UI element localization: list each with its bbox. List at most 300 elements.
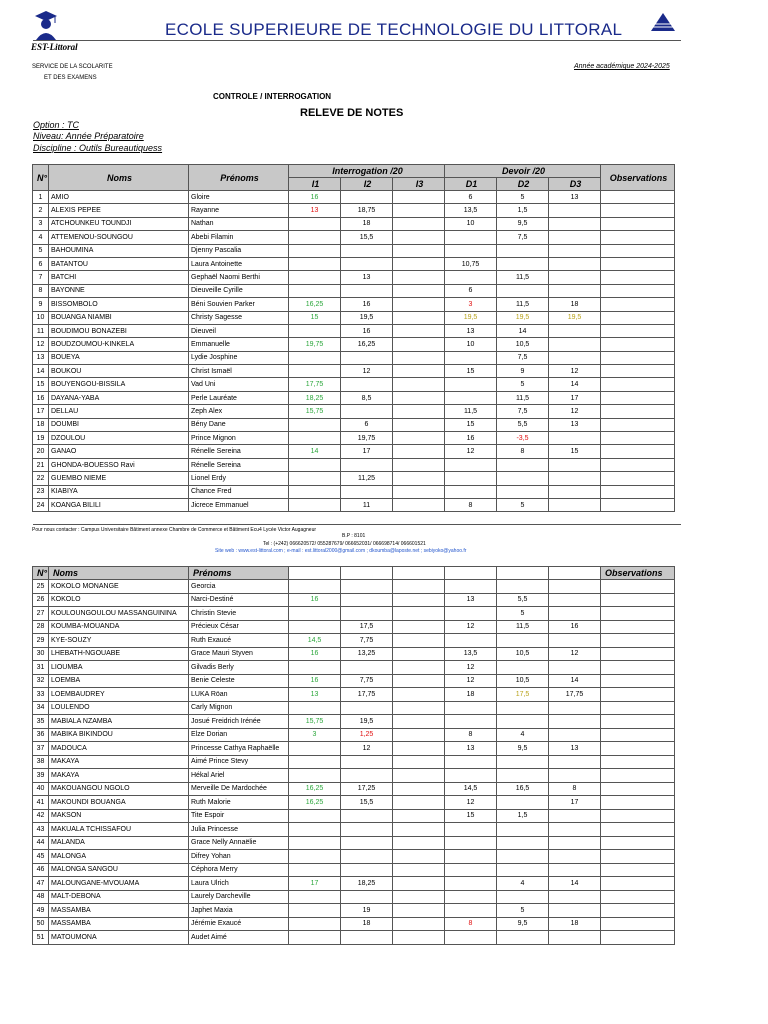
student-nom: KOANGA BILILI bbox=[49, 498, 189, 511]
grade-i2 bbox=[341, 485, 393, 498]
observation bbox=[601, 445, 675, 458]
table-row bbox=[33, 931, 675, 945]
grade-d2 bbox=[497, 715, 549, 729]
grade-d2 bbox=[497, 836, 549, 850]
grade-i3 bbox=[393, 580, 445, 594]
grade-i2 bbox=[341, 850, 393, 864]
grade-i2 bbox=[341, 836, 393, 850]
logo-text: EST-Littoral bbox=[31, 42, 78, 52]
grade-d3 bbox=[549, 284, 601, 297]
grade-d1 bbox=[445, 244, 497, 257]
grade-i2: 7,75 bbox=[341, 634, 393, 648]
grade-i3 bbox=[393, 850, 445, 864]
grade-d2: 10,5 bbox=[497, 647, 549, 661]
grade-d3 bbox=[549, 755, 601, 769]
student-prenom: Tite Espoir bbox=[189, 809, 289, 823]
grade-d2: 16,5 bbox=[497, 782, 549, 796]
grades-table-1 bbox=[32, 164, 675, 512]
grade-d2 bbox=[497, 796, 549, 810]
grade-i1 bbox=[289, 769, 341, 783]
student-prenom: Rénelle Sereina bbox=[189, 458, 289, 471]
grade-i2 bbox=[341, 607, 393, 621]
doc-title: RELEVE DE NOTES bbox=[300, 107, 404, 119]
table-row bbox=[33, 917, 675, 931]
student-prenom: Zeph Alex bbox=[189, 405, 289, 418]
grade-d2: 7,5 bbox=[497, 405, 549, 418]
student-prenom: Princesse Cathya Raphaëlle bbox=[189, 742, 289, 756]
table-row bbox=[33, 904, 675, 918]
student-prenom: Emmanuelle bbox=[189, 338, 289, 351]
grade-d2: -3,5 bbox=[497, 432, 549, 445]
observation bbox=[601, 298, 675, 311]
grade-i3 bbox=[393, 365, 445, 378]
table-row bbox=[33, 823, 675, 837]
grade-i3 bbox=[393, 418, 445, 431]
grade-d3 bbox=[549, 485, 601, 498]
grade-i2 bbox=[341, 244, 393, 257]
student-nom: LIOUMBA bbox=[49, 661, 189, 675]
observation bbox=[601, 378, 675, 391]
row-number: 12 bbox=[33, 338, 49, 351]
grade-d2: 14 bbox=[497, 324, 549, 337]
grade-d1: 8 bbox=[445, 498, 497, 511]
col-interro: Interrogation /20 bbox=[289, 165, 445, 178]
grade-i2: 18,25 bbox=[341, 877, 393, 891]
table-row bbox=[33, 890, 675, 904]
grade-d1: 3 bbox=[445, 298, 497, 311]
grade-i3 bbox=[393, 498, 445, 511]
observation bbox=[601, 647, 675, 661]
table-row bbox=[33, 782, 675, 796]
grade-i3 bbox=[393, 391, 445, 404]
grades-table-2 bbox=[32, 566, 675, 945]
grade-i2: 15,5 bbox=[341, 796, 393, 810]
observation bbox=[601, 877, 675, 891]
grade-i3 bbox=[393, 809, 445, 823]
student-prenom: Jicrece Emmanuel bbox=[189, 498, 289, 511]
observation bbox=[601, 904, 675, 918]
table-row bbox=[33, 405, 675, 418]
student-nom: KOKOLO MONANGE bbox=[49, 580, 189, 594]
col-num: N° bbox=[33, 567, 49, 580]
grade-i1 bbox=[289, 458, 341, 471]
grade-d1: 12 bbox=[445, 661, 497, 675]
student-prenom: Céphora Merry bbox=[189, 863, 289, 877]
grade-d3 bbox=[549, 850, 601, 864]
grade-i2 bbox=[341, 701, 393, 715]
student-nom: LOEMBA bbox=[49, 674, 189, 688]
grade-d1 bbox=[445, 271, 497, 284]
grade-d3 bbox=[549, 715, 601, 729]
observation bbox=[601, 742, 675, 756]
grade-d2 bbox=[497, 257, 549, 270]
row-number: 44 bbox=[33, 836, 49, 850]
grade-d2: 11,5 bbox=[497, 298, 549, 311]
student-prenom: Benie Celeste bbox=[189, 674, 289, 688]
student-nom: DZOULOU bbox=[49, 432, 189, 445]
row-number: 3 bbox=[33, 217, 49, 230]
student-nom: MABIALA NZAMBA bbox=[49, 715, 189, 729]
student-prenom: Lionel Erdy bbox=[189, 472, 289, 485]
grade-i3 bbox=[393, 405, 445, 418]
grade-d1: 11,5 bbox=[445, 405, 497, 418]
grade-i3 bbox=[393, 338, 445, 351]
grade-d3 bbox=[549, 231, 601, 244]
student-prenom: Chance Fred bbox=[189, 485, 289, 498]
grade-d3 bbox=[549, 338, 601, 351]
observation bbox=[601, 755, 675, 769]
grade-d2: 9,5 bbox=[497, 742, 549, 756]
student-prenom: Carly Mignon bbox=[189, 701, 289, 715]
grade-i1: 15,75 bbox=[289, 405, 341, 418]
grade-d1 bbox=[445, 755, 497, 769]
grade-d3 bbox=[549, 823, 601, 837]
student-prenom: Aimé Prince Stevy bbox=[189, 755, 289, 769]
grade-d1 bbox=[445, 863, 497, 877]
row-number: 35 bbox=[33, 715, 49, 729]
grade-i2 bbox=[341, 661, 393, 675]
grade-d3 bbox=[549, 701, 601, 715]
grade-d1 bbox=[445, 904, 497, 918]
grade-d3 bbox=[549, 634, 601, 648]
grade-i1: 16,25 bbox=[289, 782, 341, 796]
grade-d2: 10,5 bbox=[497, 674, 549, 688]
grade-i2: 12 bbox=[341, 365, 393, 378]
footer-bp: B.P : 8101 bbox=[342, 533, 366, 539]
table-row bbox=[33, 809, 675, 823]
table-row bbox=[33, 458, 675, 471]
footer-rule bbox=[33, 524, 681, 525]
grade-d2: 17,5 bbox=[497, 688, 549, 702]
student-prenom: Ruth Malorie bbox=[189, 796, 289, 810]
grade-i3 bbox=[393, 742, 445, 756]
grade-d2 bbox=[497, 485, 549, 498]
grade-d1: 10,75 bbox=[445, 257, 497, 270]
grade-i1 bbox=[289, 418, 341, 431]
grade-i2 bbox=[341, 863, 393, 877]
grade-d1: 6 bbox=[445, 191, 497, 204]
grade-i2: 18 bbox=[341, 217, 393, 230]
table-row bbox=[33, 338, 675, 351]
student-nom: ATCHOUNKEU TOUNDJI bbox=[49, 217, 189, 230]
grade-i3 bbox=[393, 796, 445, 810]
grade-d1: 10 bbox=[445, 217, 497, 230]
grade-d3 bbox=[549, 728, 601, 742]
student-nom: MALONGA SANGOU bbox=[49, 863, 189, 877]
row-number: 51 bbox=[33, 931, 49, 945]
grade-d1: 8 bbox=[445, 917, 497, 931]
grade-i1: 16 bbox=[289, 647, 341, 661]
grade-i1 bbox=[289, 324, 341, 337]
grade-d3 bbox=[549, 458, 601, 471]
grade-d1 bbox=[445, 351, 497, 364]
grade-i3 bbox=[393, 217, 445, 230]
student-nom: MAKSON bbox=[49, 809, 189, 823]
grade-d2: 11,5 bbox=[497, 620, 549, 634]
student-prenom: Jérémie Exaucé bbox=[189, 917, 289, 931]
table-row bbox=[33, 755, 675, 769]
table-row bbox=[33, 257, 675, 270]
student-prenom: LUKA Röan bbox=[189, 688, 289, 702]
student-prenom: Gilvadis Berly bbox=[189, 661, 289, 675]
student-nom: MABIKA BIKINDOU bbox=[49, 728, 189, 742]
grade-i2: 11 bbox=[341, 498, 393, 511]
grade-d3 bbox=[549, 217, 601, 230]
grade-i3 bbox=[393, 904, 445, 918]
grade-i3 bbox=[393, 244, 445, 257]
student-nom: MAKUALA TCHISSAFOU bbox=[49, 823, 189, 837]
row-number: 37 bbox=[33, 742, 49, 756]
grade-d3 bbox=[549, 904, 601, 918]
table-row bbox=[33, 298, 675, 311]
student-prenom: Rayanne bbox=[189, 204, 289, 217]
student-prenom: Elze Dorian bbox=[189, 728, 289, 742]
observation bbox=[601, 351, 675, 364]
grade-i1 bbox=[289, 365, 341, 378]
col-i1: I1 bbox=[289, 178, 341, 191]
grade-d2: 1,5 bbox=[497, 809, 549, 823]
student-nom: KOKOLO bbox=[49, 593, 189, 607]
grade-i3 bbox=[393, 769, 445, 783]
student-nom: MASSAMBA bbox=[49, 904, 189, 918]
triangle-logo-icon bbox=[650, 12, 676, 32]
student-nom: ATTEMENOU-SOUNGOU bbox=[49, 231, 189, 244]
grade-i3 bbox=[393, 674, 445, 688]
grade-d1: 6 bbox=[445, 284, 497, 297]
grade-d3 bbox=[549, 472, 601, 485]
niveau-label: Niveau: Année Préparatoire bbox=[33, 131, 144, 141]
observation bbox=[601, 311, 675, 324]
student-nom: BISSOMBOLO bbox=[49, 298, 189, 311]
footer-contact: Pour nous contacter : Campus Universitaire Bâtiment annexe Chambre de Commerce et Bâtiment Ecu4 Lycée Victor Augagneur bbox=[32, 527, 317, 533]
student-prenom: Josué Freidrich Irénée bbox=[189, 715, 289, 729]
student-prenom: Abebi Filamin bbox=[189, 231, 289, 244]
col-i3: I3 bbox=[393, 178, 445, 191]
grade-d1: 15 bbox=[445, 365, 497, 378]
observation bbox=[601, 580, 675, 594]
row-number: 17 bbox=[33, 405, 49, 418]
observation bbox=[601, 796, 675, 810]
table-row bbox=[33, 324, 675, 337]
student-prenom: Georcia bbox=[189, 580, 289, 594]
doc-type: CONTROLE / INTERROGATION bbox=[213, 92, 332, 101]
student-nom: MATOUMONA bbox=[49, 931, 189, 945]
col-d2: D2 bbox=[497, 178, 549, 191]
grade-d2 bbox=[497, 890, 549, 904]
student-nom: DELLAU bbox=[49, 405, 189, 418]
grade-d2: 4 bbox=[497, 877, 549, 891]
grade-i2 bbox=[341, 378, 393, 391]
grade-d1: 14,5 bbox=[445, 782, 497, 796]
student-nom: BOUYENGOU-BISSILA bbox=[49, 378, 189, 391]
service-line1: SERVICE DE LA SCOLARITE bbox=[32, 64, 113, 70]
table-row bbox=[33, 391, 675, 404]
observation bbox=[601, 661, 675, 675]
row-number: 32 bbox=[33, 674, 49, 688]
grade-d2: 5 bbox=[497, 904, 549, 918]
grade-i1 bbox=[289, 284, 341, 297]
observation bbox=[601, 823, 675, 837]
grade-i3 bbox=[393, 701, 445, 715]
student-nom: MADOUCA bbox=[49, 742, 189, 756]
grade-d2: 7,5 bbox=[497, 231, 549, 244]
grade-i3 bbox=[393, 311, 445, 324]
table-row bbox=[33, 701, 675, 715]
table-row bbox=[33, 863, 675, 877]
table-row bbox=[33, 365, 675, 378]
grade-d1 bbox=[445, 580, 497, 594]
grade-d1: 13,5 bbox=[445, 647, 497, 661]
grade-i2: 19,75 bbox=[341, 432, 393, 445]
school-title: ECOLE SUPERIEURE DE TECHNOLOGIE DU LITTORAL bbox=[165, 20, 623, 39]
grade-i1 bbox=[289, 432, 341, 445]
grade-d2: 5 bbox=[497, 191, 549, 204]
grade-i2 bbox=[341, 284, 393, 297]
row-number: 2 bbox=[33, 204, 49, 217]
grade-i2: 11,25 bbox=[341, 472, 393, 485]
grade-i3 bbox=[393, 782, 445, 796]
grade-i1: 16 bbox=[289, 674, 341, 688]
grade-d2 bbox=[497, 931, 549, 945]
row-number: 34 bbox=[33, 701, 49, 715]
grade-d2: 9,5 bbox=[497, 217, 549, 230]
grade-d1: 12 bbox=[445, 620, 497, 634]
student-prenom: Bény Dane bbox=[189, 418, 289, 431]
grade-i2 bbox=[341, 458, 393, 471]
grade-i3 bbox=[393, 647, 445, 661]
row-number: 26 bbox=[33, 593, 49, 607]
student-prenom: Audet Aimé bbox=[189, 931, 289, 945]
grade-d3: 17 bbox=[549, 796, 601, 810]
grade-d1 bbox=[445, 769, 497, 783]
col-d1: D1 bbox=[445, 178, 497, 191]
student-prenom: Gloire bbox=[189, 191, 289, 204]
grade-d1: 15 bbox=[445, 418, 497, 431]
grade-i1 bbox=[289, 244, 341, 257]
observation bbox=[601, 217, 675, 230]
grade-i3 bbox=[393, 607, 445, 621]
grade-i3 bbox=[393, 661, 445, 675]
student-nom: DAYANA-YABA bbox=[49, 391, 189, 404]
student-nom: MALONGA bbox=[49, 850, 189, 864]
observation bbox=[601, 593, 675, 607]
observation bbox=[601, 931, 675, 945]
observation bbox=[601, 405, 675, 418]
observation bbox=[601, 472, 675, 485]
grade-i1: 13 bbox=[289, 204, 341, 217]
row-number: 8 bbox=[33, 284, 49, 297]
student-prenom: Lydie Josphine bbox=[189, 351, 289, 364]
row-number: 19 bbox=[33, 432, 49, 445]
student-nom: KOULOUNGOULOU MASSANGUININA bbox=[49, 607, 189, 621]
academic-year: Année académique 2024-2025 bbox=[574, 63, 670, 70]
grade-i3 bbox=[393, 620, 445, 634]
grade-d1: 18 bbox=[445, 688, 497, 702]
grade-d2 bbox=[497, 472, 549, 485]
grade-i3 bbox=[393, 715, 445, 729]
grade-i1: 14 bbox=[289, 445, 341, 458]
row-number: 36 bbox=[33, 728, 49, 742]
student-nom: KYE-SOUZY bbox=[49, 634, 189, 648]
observation bbox=[601, 485, 675, 498]
observation bbox=[601, 324, 675, 337]
grade-d1 bbox=[445, 701, 497, 715]
grade-i1 bbox=[289, 863, 341, 877]
grade-d2: 11,5 bbox=[497, 271, 549, 284]
grade-i1 bbox=[289, 850, 341, 864]
grade-i3 bbox=[393, 823, 445, 837]
observation bbox=[601, 498, 675, 511]
grade-i2: 7,75 bbox=[341, 674, 393, 688]
grade-i2: 19 bbox=[341, 904, 393, 918]
table-row bbox=[33, 351, 675, 364]
grade-d3 bbox=[549, 607, 601, 621]
grade-i3 bbox=[393, 271, 445, 284]
grade-d1 bbox=[445, 931, 497, 945]
observation bbox=[601, 204, 675, 217]
row-number: 7 bbox=[33, 271, 49, 284]
table-row bbox=[33, 661, 675, 675]
grade-i2 bbox=[341, 890, 393, 904]
student-nom: ALEXIS PEPEE bbox=[49, 204, 189, 217]
student-nom: MAKOUANGOU NGOLO bbox=[49, 782, 189, 796]
student-prenom: Japhet Maxia bbox=[189, 904, 289, 918]
grade-d3: 14 bbox=[549, 378, 601, 391]
grade-i1 bbox=[289, 217, 341, 230]
row-number: 48 bbox=[33, 890, 49, 904]
grade-d2 bbox=[497, 661, 549, 675]
row-number: 14 bbox=[33, 365, 49, 378]
grade-d1: 16 bbox=[445, 432, 497, 445]
grade-i1 bbox=[289, 607, 341, 621]
table-row bbox=[33, 284, 675, 297]
grade-d2 bbox=[497, 863, 549, 877]
student-nom: LHEBATH-NGOUABE bbox=[49, 647, 189, 661]
observation bbox=[601, 782, 675, 796]
row-number: 4 bbox=[33, 231, 49, 244]
grade-i1 bbox=[289, 917, 341, 931]
grade-d1 bbox=[445, 890, 497, 904]
observation bbox=[601, 271, 675, 284]
grade-d3 bbox=[549, 593, 601, 607]
grade-i3 bbox=[393, 634, 445, 648]
grade-d3: 12 bbox=[549, 405, 601, 418]
grade-i2: 1,25 bbox=[341, 728, 393, 742]
grade-d2 bbox=[497, 755, 549, 769]
table-row bbox=[33, 271, 675, 284]
grade-i2: 17,5 bbox=[341, 620, 393, 634]
observation bbox=[601, 836, 675, 850]
grade-d1: 13 bbox=[445, 742, 497, 756]
grade-d2 bbox=[497, 823, 549, 837]
grade-i3 bbox=[393, 445, 445, 458]
grade-i2: 16 bbox=[341, 324, 393, 337]
student-nom: BAYONNE bbox=[49, 284, 189, 297]
grade-i3 bbox=[393, 877, 445, 891]
grade-d3: 14 bbox=[549, 674, 601, 688]
grade-d3 bbox=[549, 432, 601, 445]
row-number: 23 bbox=[33, 485, 49, 498]
grade-i2: 8,5 bbox=[341, 391, 393, 404]
grade-i1: 14,5 bbox=[289, 634, 341, 648]
grade-d2: 10,5 bbox=[497, 338, 549, 351]
grade-i2: 16,25 bbox=[341, 338, 393, 351]
row-number: 21 bbox=[33, 458, 49, 471]
grade-i3 bbox=[393, 191, 445, 204]
student-prenom: Rénelle Sereina bbox=[189, 445, 289, 458]
grade-i2: 17 bbox=[341, 445, 393, 458]
grade-i2 bbox=[341, 191, 393, 204]
